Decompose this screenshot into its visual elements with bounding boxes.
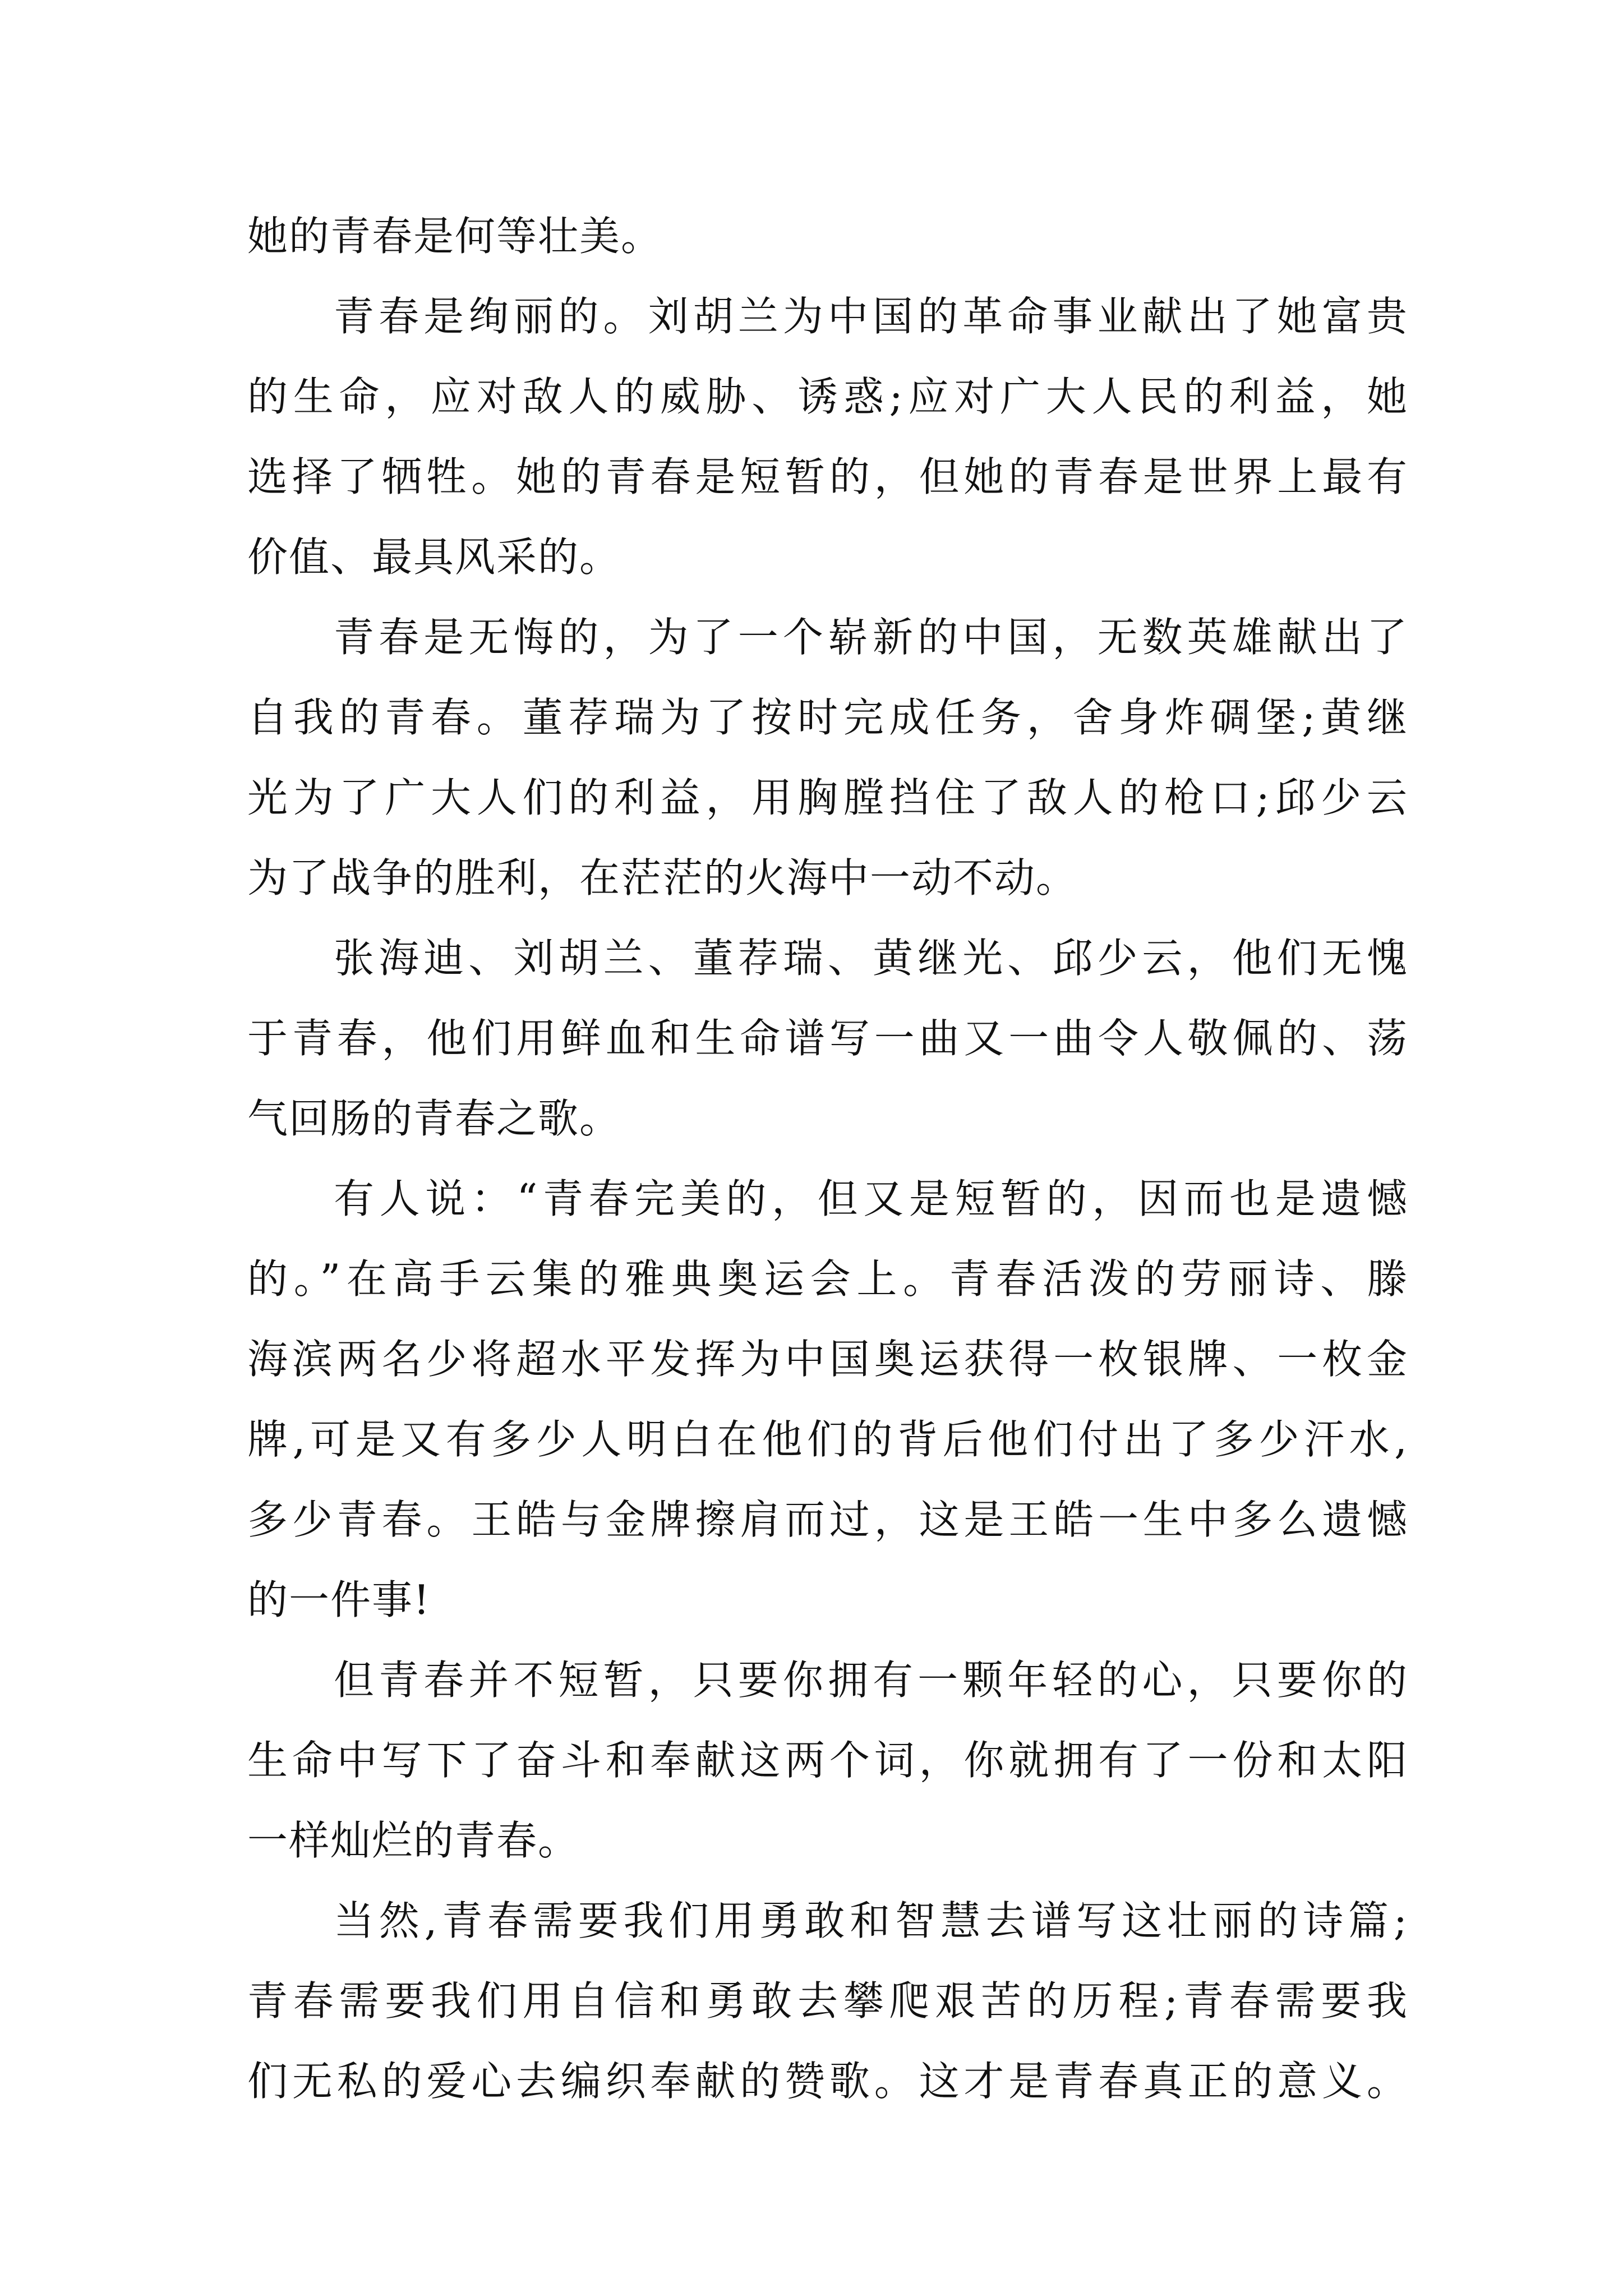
text-line: 气回肠的青春之歌。: [247, 1095, 621, 1142]
text-line: 她的青春是何等壮美。: [247, 213, 663, 260]
text-line: 为了战争的胜利，在茫茫的火海中一动不动。: [247, 854, 1078, 901]
text-line: 选择了牺牲。她的青春是短暂的，但她的青春是世界上最有: [247, 453, 1408, 500]
text-line: 青春是无悔的，为了一个崭新的中国，无数英雄献出了: [334, 614, 1408, 661]
text-line: 光为了广大人们的利益，用胸膛挡住了敌人的枪口;邱少云: [247, 774, 1408, 821]
text-line: 青春需要我们用自信和勇敢去攀爬艰苦的历程;青春需要我: [247, 1977, 1408, 2024]
text-line: 多少青春。王皓与金牌擦肩而过，这是王皓一生中多么遗憾: [247, 1496, 1408, 1543]
paragraph: [247, 1159, 1408, 1640]
paragraph: [247, 918, 1408, 1159]
text-line: 当然,青春需要我们用勇敢和智慧去谱写这壮丽的诗篇;: [334, 1897, 1408, 1944]
text-line: 的。”在高手云集的雅典奥运会上。青春活泼的劳丽诗、滕: [247, 1255, 1408, 1303]
text-line: 自我的青春。董荐瑞为了按时完成任务，舍身炸碉堡;黄继: [247, 694, 1408, 741]
text-line: 有人说：“青春完美的，但又是短暂的，因而也是遗憾: [334, 1175, 1408, 1222]
paragraph: [247, 277, 1408, 597]
text-line: 牌,可是又有多少人明白在他们的背后他们付出了多少汗水,: [247, 1416, 1408, 1463]
text-line: 张海迪、刘胡兰、董荐瑞、黄继光、邱少云，他们无愧: [334, 935, 1408, 982]
text-line: 的生命，应对敌人的威胁、诱惑;应对广大人民的利益，她: [247, 373, 1408, 420]
text-line: 的一件事!: [247, 1576, 431, 1623]
text-line: 生命中写下了奋斗和奉献这两个词，你就拥有了一份和太阳: [247, 1737, 1408, 1784]
paragraph: [247, 1640, 1408, 1881]
text-line: 一样灿烂的青春。: [247, 1817, 580, 1864]
paragraph: [247, 1881, 1408, 2122]
text-line: 们无私的爱心去编织奉献的赞歌。这才是青春真正的意义。: [247, 2058, 1408, 2105]
text-line: 海滨两名少将超水平发挥为中国奥运获得一枚银牌、一枚金: [247, 1336, 1408, 1383]
text-line: 但青春并不短暂，只要你拥有一颗年轻的心，只要你的: [334, 1657, 1408, 1704]
text-line: 青春是绚丽的。刘胡兰为中国的革命事业献出了她富贵: [334, 293, 1408, 340]
paragraph: [247, 597, 1408, 918]
essay-body: [247, 196, 1408, 2122]
text-line: 价值、最具风采的。: [247, 533, 621, 581]
paragraph: [247, 196, 1408, 277]
text-line: 于青春，他们用鲜血和生命谱写一曲又一曲令人敬佩的、荡: [247, 1015, 1408, 1062]
